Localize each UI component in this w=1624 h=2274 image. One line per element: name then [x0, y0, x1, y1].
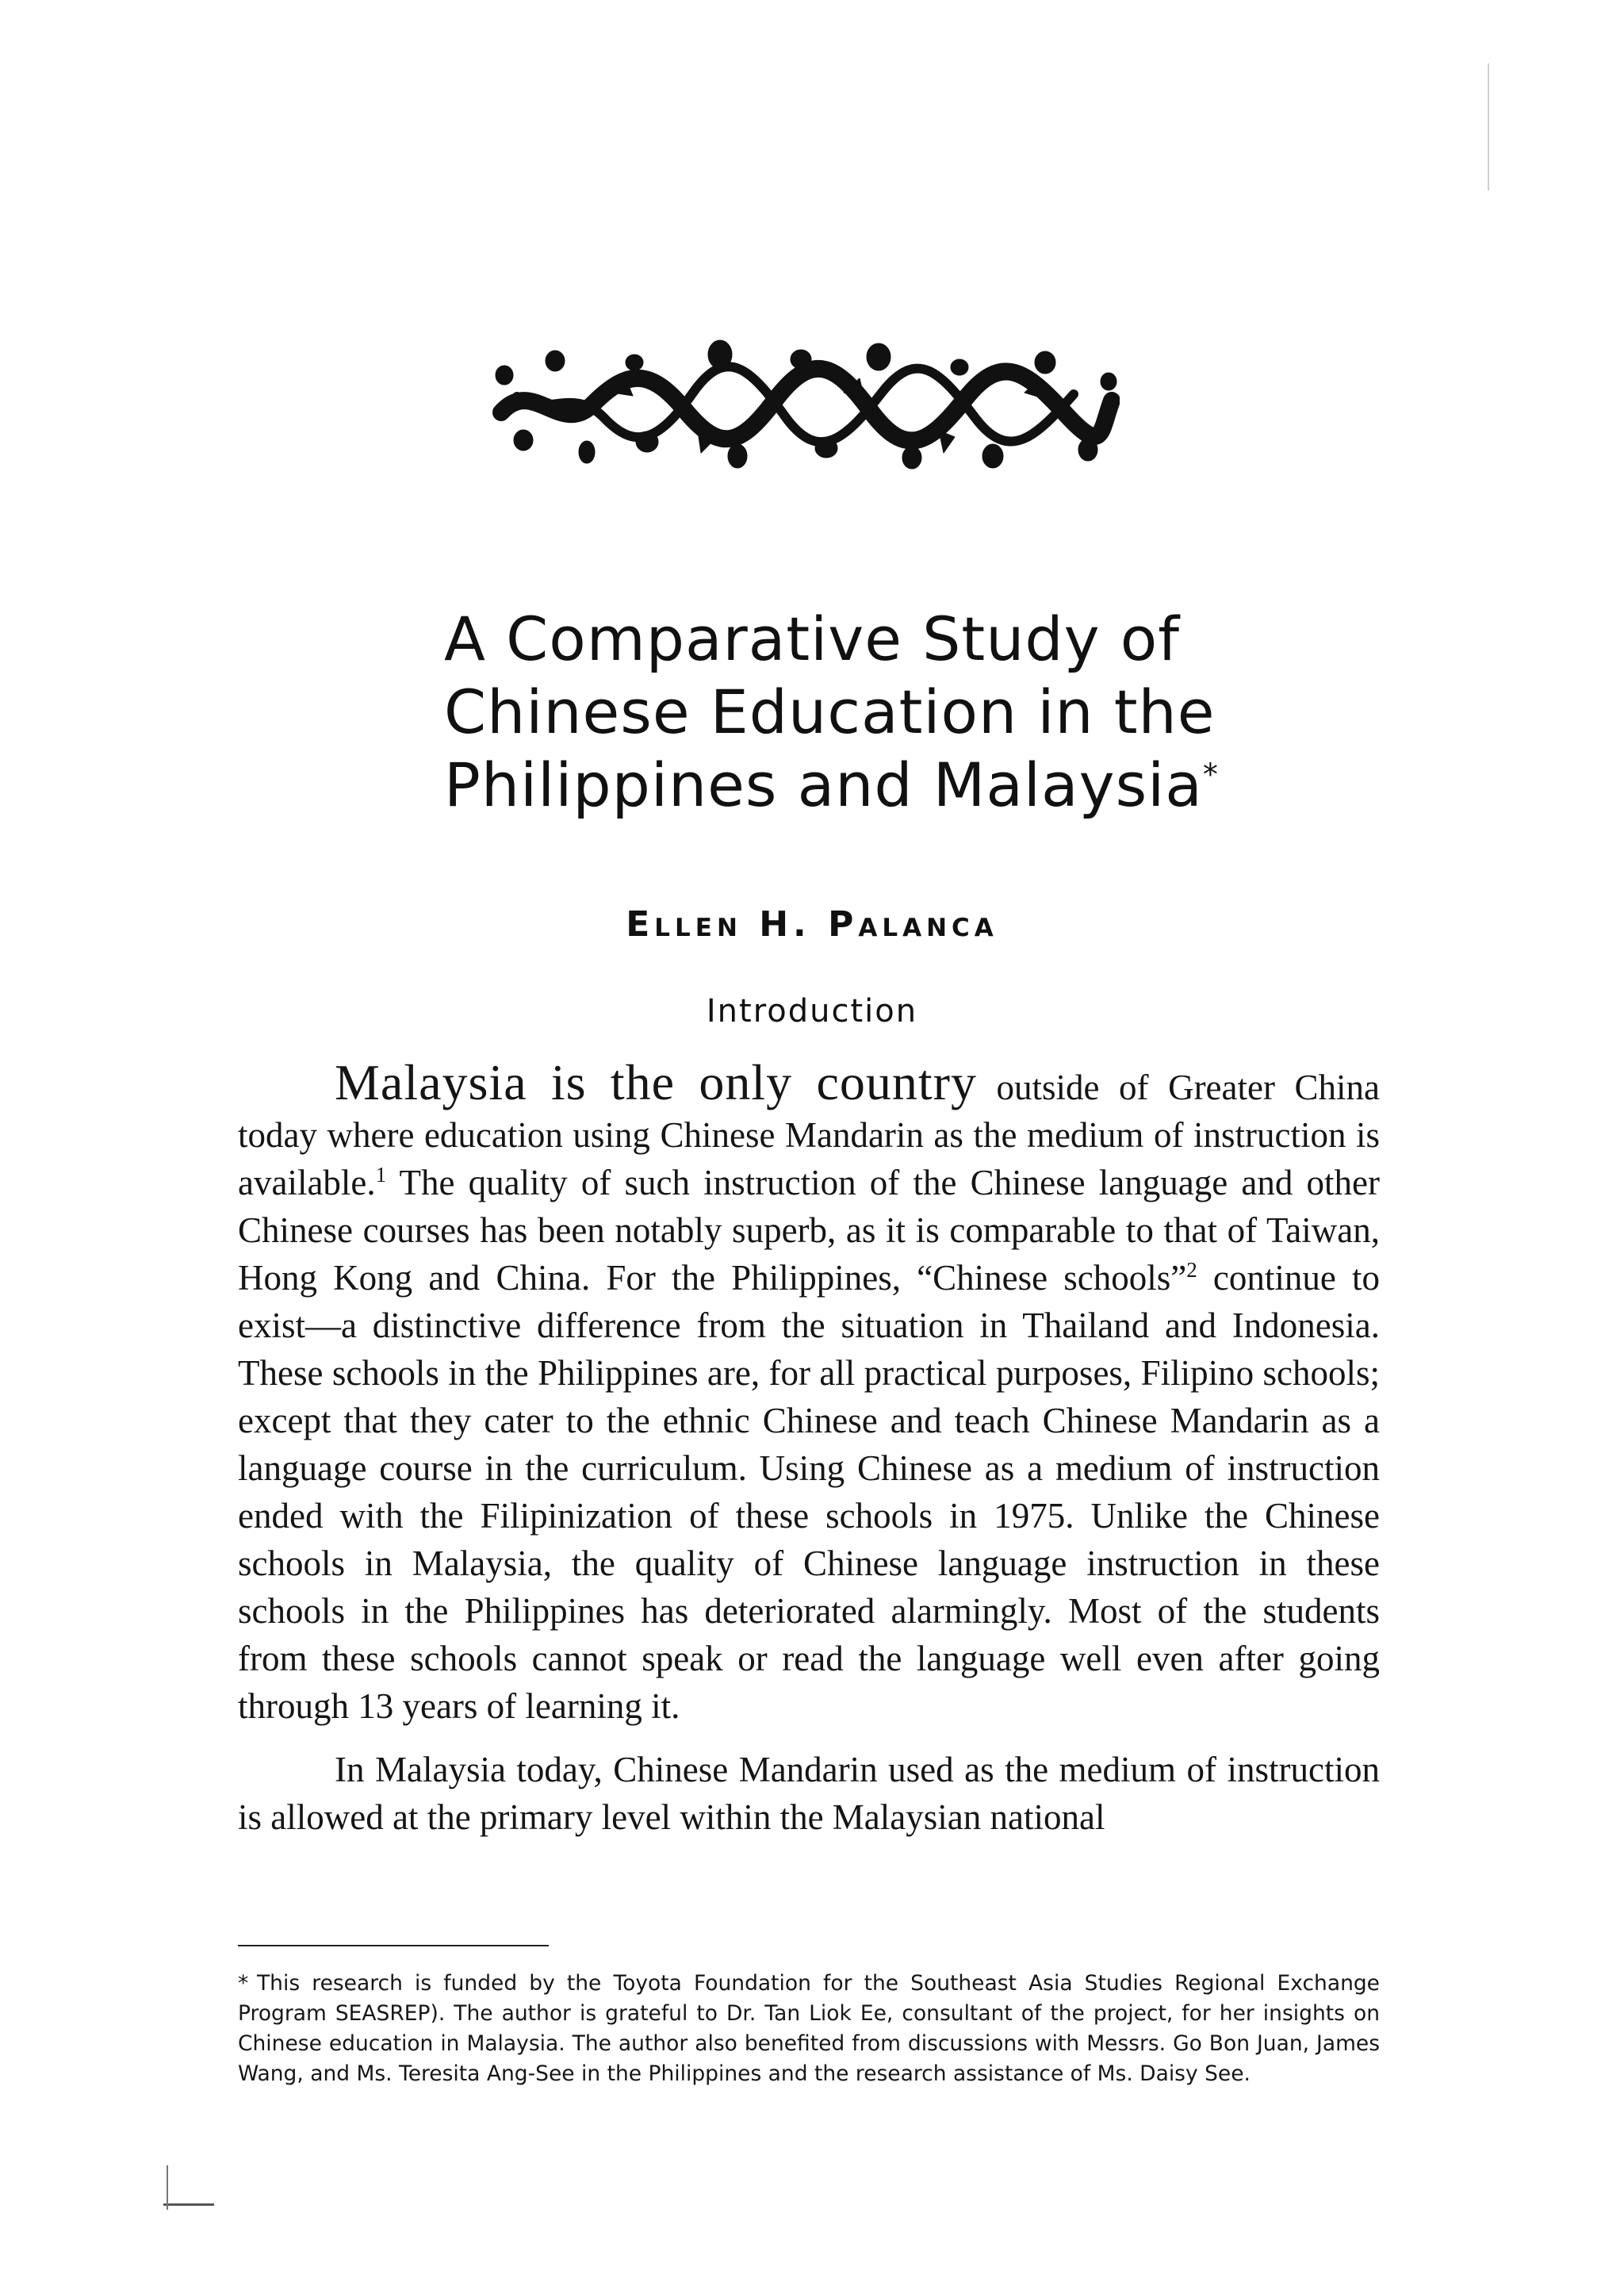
paragraph-lead-in: Malaysia is the only country: [335, 1054, 977, 1110]
section-heading: Introduction: [706, 993, 918, 1030]
scan-artifact-mark: [167, 2165, 168, 2210]
author-name: Ellen H. Palanca: [626, 904, 998, 945]
paragraph: In Malaysia today, Chinese Mandarin used as the medium of instruction is allowed at the primary level within the Malaysian national: [238, 1750, 1380, 1837]
footnote-reference: 2: [1186, 1258, 1197, 1282]
footnote-mark: *: [238, 1971, 249, 1996]
footnote: [238, 1969, 1380, 2089]
decorative-floral-border-icon: [485, 337, 1120, 472]
title-line: A Comparative Study of: [444, 604, 1181, 674]
title-line: [444, 749, 1237, 822]
footnote-text: This research is funded by the Toyota Foundation for the Southeast Asia Studies Regional Exchange Program SEASREP). The author is grateful to Dr. Tan Liok Ee, consultant of the project, for her insights on Chinese education in Malaysia. The author also benefited from discussions with Messrs. Go Bon Juan, James Wang, and Ms. Teresita Ang-See in the Philippines and the research assistance of Ms. Daisy See.: [238, 1971, 1380, 2086]
footnote-reference: 1: [375, 1163, 387, 1187]
paragraph-text: continue to exist—a distinctive difference from the situation in Thailand and Indonesia. These schools in the Philippines are, for all practical purposes, Filipino schools; except that they cater to the ethnic Chinese and teach Chinese Mandarin as a language course in the curriculum. Using Chinese as a medium of instruction ended with the Filipinization of these schools in 1975. Unlike the Chinese schools in Malaysia, the quality of Chinese language instruction in these schools in the Philippines has deteriorated alarmingly. Most of the students from these schools cannot speak or read the language well even after going through 13 years of learning it.: [238, 1258, 1380, 1726]
body-text: [238, 1054, 1381, 1841]
paragraph-text: The quality of such instruction of the Chinese language and other Chinese courses has been notably superb, as it is comparable to that of Taiwan, Hong Kong and China. For the Philippines, “Chinese schools”: [238, 1163, 1380, 1298]
scan-artifact-line: [1488, 63, 1489, 190]
paragraph-text: outside of Greater China today where education using Chinese Mandarin as the medium of instruction is available.: [238, 1068, 1381, 1202]
footnote-divider: [238, 1945, 549, 1946]
article-title: [444, 603, 1237, 822]
title-footnote-mark: *: [1202, 757, 1219, 792]
paragraph: [238, 1054, 1381, 1730]
title-line-text: Philippines and Malaysia: [444, 750, 1203, 820]
scan-artifact-mark: [163, 2203, 214, 2206]
title-line: Chinese Education in the: [444, 677, 1216, 747]
